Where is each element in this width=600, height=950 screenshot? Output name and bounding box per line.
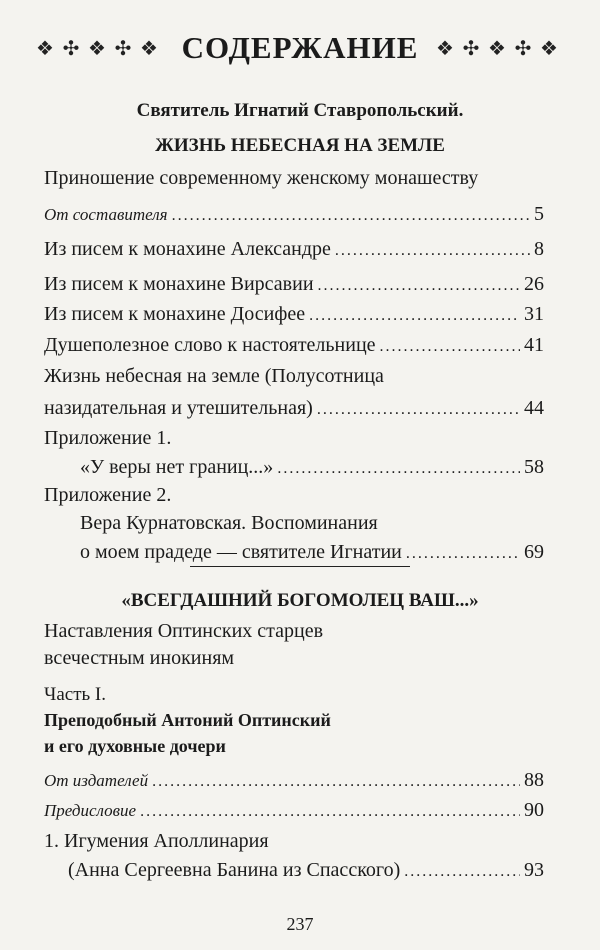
leader-dots <box>317 401 520 419</box>
ornament-left-icon: ❖ ✣ ❖ ✣ ❖ <box>36 38 156 60</box>
section1-book-title: ЖИЗНЬ НЕБЕСНАЯ НА ЗЕМЛЕ <box>155 135 445 156</box>
leader-dots <box>172 207 530 225</box>
toc-entry-label: От составителя <box>44 205 168 224</box>
toc-entry-label[interactable]: Жизнь небесная на земле (Полусотница <box>44 365 384 387</box>
part-heading: Часть I. <box>44 684 107 705</box>
toc-entry-label: Душеполезное слово к настоятельнице <box>44 334 376 356</box>
toc-entry[interactable] <box>80 541 544 564</box>
toc-entry[interactable] <box>44 273 544 296</box>
toc-entry[interactable] <box>44 238 544 261</box>
leader-dots <box>309 307 520 325</box>
section2-subtitle: Наставления Оптинских старцев <box>44 620 324 642</box>
toc-entry-label[interactable]: Вера Курнатовская. Воспоминания <box>80 512 378 534</box>
section2-subtitle: всечестным инокиням <box>44 647 235 669</box>
toc-entry[interactable] <box>44 769 544 792</box>
toc-entry-label: Из писем к монахине Вирсавии <box>44 273 314 295</box>
appendix-heading: Приложение 2. <box>44 484 172 506</box>
toc-entry-page: 69 <box>524 541 544 563</box>
part-title: Преподобный Антоний Оптинский <box>44 710 331 730</box>
leader-dots <box>152 773 520 791</box>
toc-entry[interactable] <box>44 334 544 357</box>
leader-dots <box>318 277 520 295</box>
toc-entry-page: 31 <box>524 303 544 325</box>
toc-entry-page: 26 <box>524 273 544 295</box>
page-number: 237 <box>286 914 314 934</box>
toc-entry-page: 58 <box>524 456 544 478</box>
toc-entry[interactable] <box>44 303 544 326</box>
toc-entry-label: назидательная и утешительная) <box>44 397 313 419</box>
toc-entry-label: От издателей <box>44 771 149 790</box>
toc-entry-label: Из писем к монахине Досифее <box>44 303 306 325</box>
toc-entry-page: 41 <box>524 334 544 356</box>
toc-entry-label[interactable]: 1. Игумения Аполлинария <box>44 830 269 852</box>
toc-entry[interactable] <box>44 203 544 226</box>
leader-dots <box>380 338 520 356</box>
section1-author: Святитель Игнатий Ставропольский. <box>136 100 464 121</box>
toc-entry-label: Из писем к монахине Александре <box>44 238 331 260</box>
part-title: и его духовные дочери <box>44 736 226 756</box>
toc-entry-page: 44 <box>524 397 544 419</box>
toc-entry-label: «У веры нет границ...» <box>80 456 274 478</box>
leader-dots <box>404 863 520 881</box>
toc-entry-page: 8 <box>534 238 544 260</box>
toc-entry[interactable] <box>80 456 544 479</box>
toc-entry[interactable] <box>68 859 544 882</box>
leader-dots <box>406 545 520 563</box>
section-divider <box>190 566 410 567</box>
toc-entry-page: 88 <box>524 769 544 791</box>
toc-entry[interactable] <box>44 799 544 822</box>
toc-entry[interactable] <box>44 397 544 420</box>
section1-subtitle: Приношение современному женскому монашеству <box>44 167 479 189</box>
leader-dots <box>140 803 520 821</box>
leader-dots <box>277 460 520 478</box>
toc-entry-label: (Анна Сергеевна Банина из Спасского) <box>68 859 401 881</box>
toc-entry-page: 5 <box>534 203 544 225</box>
section2-book-title: «ВСЕГДАШНИЙ БОГОМОЛЕЦ ВАШ...» <box>121 590 479 611</box>
toc-entry-label: Предисловие <box>44 801 137 820</box>
toc-entry-page: 93 <box>524 859 544 881</box>
appendix-heading: Приложение 1. <box>44 427 172 449</box>
toc-entry-page: 90 <box>524 799 544 821</box>
leader-dots <box>335 242 530 260</box>
toc-entry-label: о моем прадеде — святителе Игнатии <box>80 541 402 563</box>
ornament-right-icon: ❖ ✣ ❖ ✣ ❖ <box>436 38 556 60</box>
page-title: СОДЕРЖАНИЕ <box>181 30 419 65</box>
